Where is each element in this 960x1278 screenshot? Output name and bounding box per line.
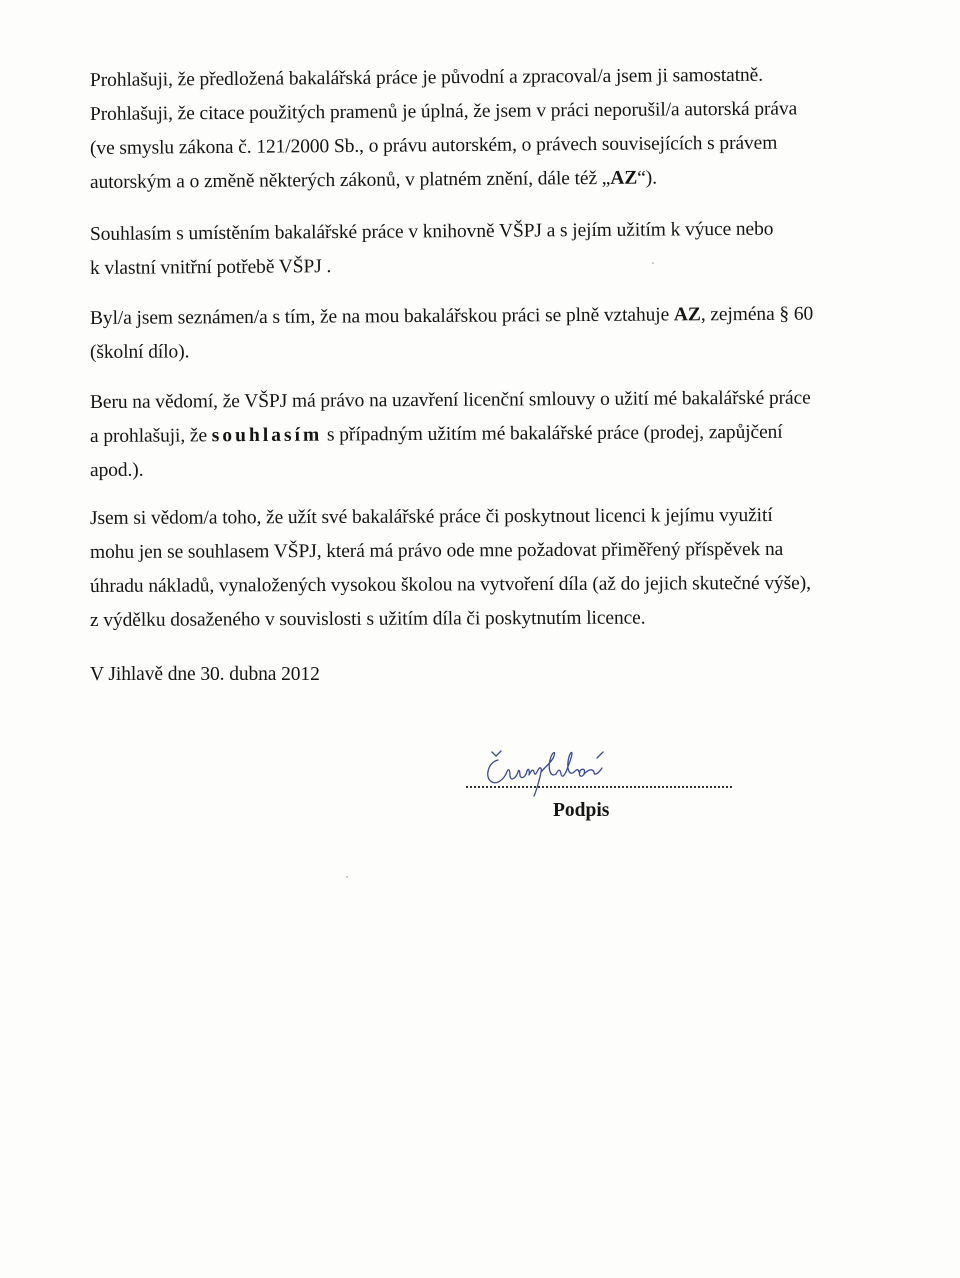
text-line: Souhlasím s umístěním bakalářské práce v knihovně VŠPJ a s jejím užitím k výuce nebo xyxy=(89,218,774,245)
text-line: úhradu nákladů, vynaložených vysokou školou na vytvoření díla (až do jejich skutečné výše), xyxy=(89,572,811,597)
text-segment: a prohlašuji, že xyxy=(89,425,212,447)
declaration-originality xyxy=(90,64,850,200)
emphasis-souhlasim: souhlasím xyxy=(211,424,323,447)
license-usage-terms xyxy=(90,502,850,638)
text-line-with-emphasis xyxy=(90,415,850,454)
text-line: autorským a o změně některých zákonů, v platném znění, dále též „AZ“). xyxy=(89,167,658,193)
license-consent xyxy=(90,386,850,488)
text-line: mohu jen se souhlasem VŠPJ, která má právo ode mne požadovat přiměřený příspěvek na xyxy=(89,538,784,563)
text-line: k vlastní vnitřní potřebě VŠPJ . xyxy=(89,256,332,279)
handwritten-signature xyxy=(476,738,666,798)
az-abbreviation: AZ xyxy=(673,304,701,326)
az-abbreviation: AZ xyxy=(610,167,638,189)
signature-dotted-line xyxy=(466,786,732,788)
text-line: apod.). xyxy=(89,459,144,481)
consent-library xyxy=(90,218,850,286)
acknowledgement-az xyxy=(90,302,850,370)
text-line: Beru na vědomí, že VŠPJ má právo na uzavření licenční smlouvy o užití mé bakalářské práce xyxy=(89,387,811,413)
scan-speck xyxy=(346,876,348,878)
scan-speck xyxy=(652,262,654,264)
text-line: Byl/a jsem seznámen/a s tím, že na mou bakalářskou práci se plně vztahuje AZ, zejména § 60 xyxy=(89,303,814,329)
text-line: (ve smyslu zákona č. 121/2000 Sb., o právu autorském, o právech souvisejících s právem xyxy=(89,132,778,159)
signature-label: Podpis xyxy=(553,800,610,821)
text-line: z výdělku dosaženého v souvislosti s užitím díla či poskytnutím licence. xyxy=(89,607,646,631)
text-line: Jsem si vědom/a toho, že užít své bakalářské práce či poskytnout licenci k jejímu využití xyxy=(89,505,773,529)
place-date-text: V Jihlavě dne 30. dubna 2012 xyxy=(90,664,320,685)
text-line: Prohlašuji, že citace použitých pramenů je úplná, že jsem v práci neporušil/a autorská práva xyxy=(89,98,798,125)
place-and-date xyxy=(90,658,850,692)
text-line: Prohlašuji, že předložená bakalářská práce je původní a zpracoval/a jsem ji samostatně. xyxy=(89,64,764,91)
text-segment: s případným užitím mé bakalářské práce (prodej, zapůjčení xyxy=(322,421,783,446)
text-line: (školní dílo). xyxy=(89,341,190,363)
